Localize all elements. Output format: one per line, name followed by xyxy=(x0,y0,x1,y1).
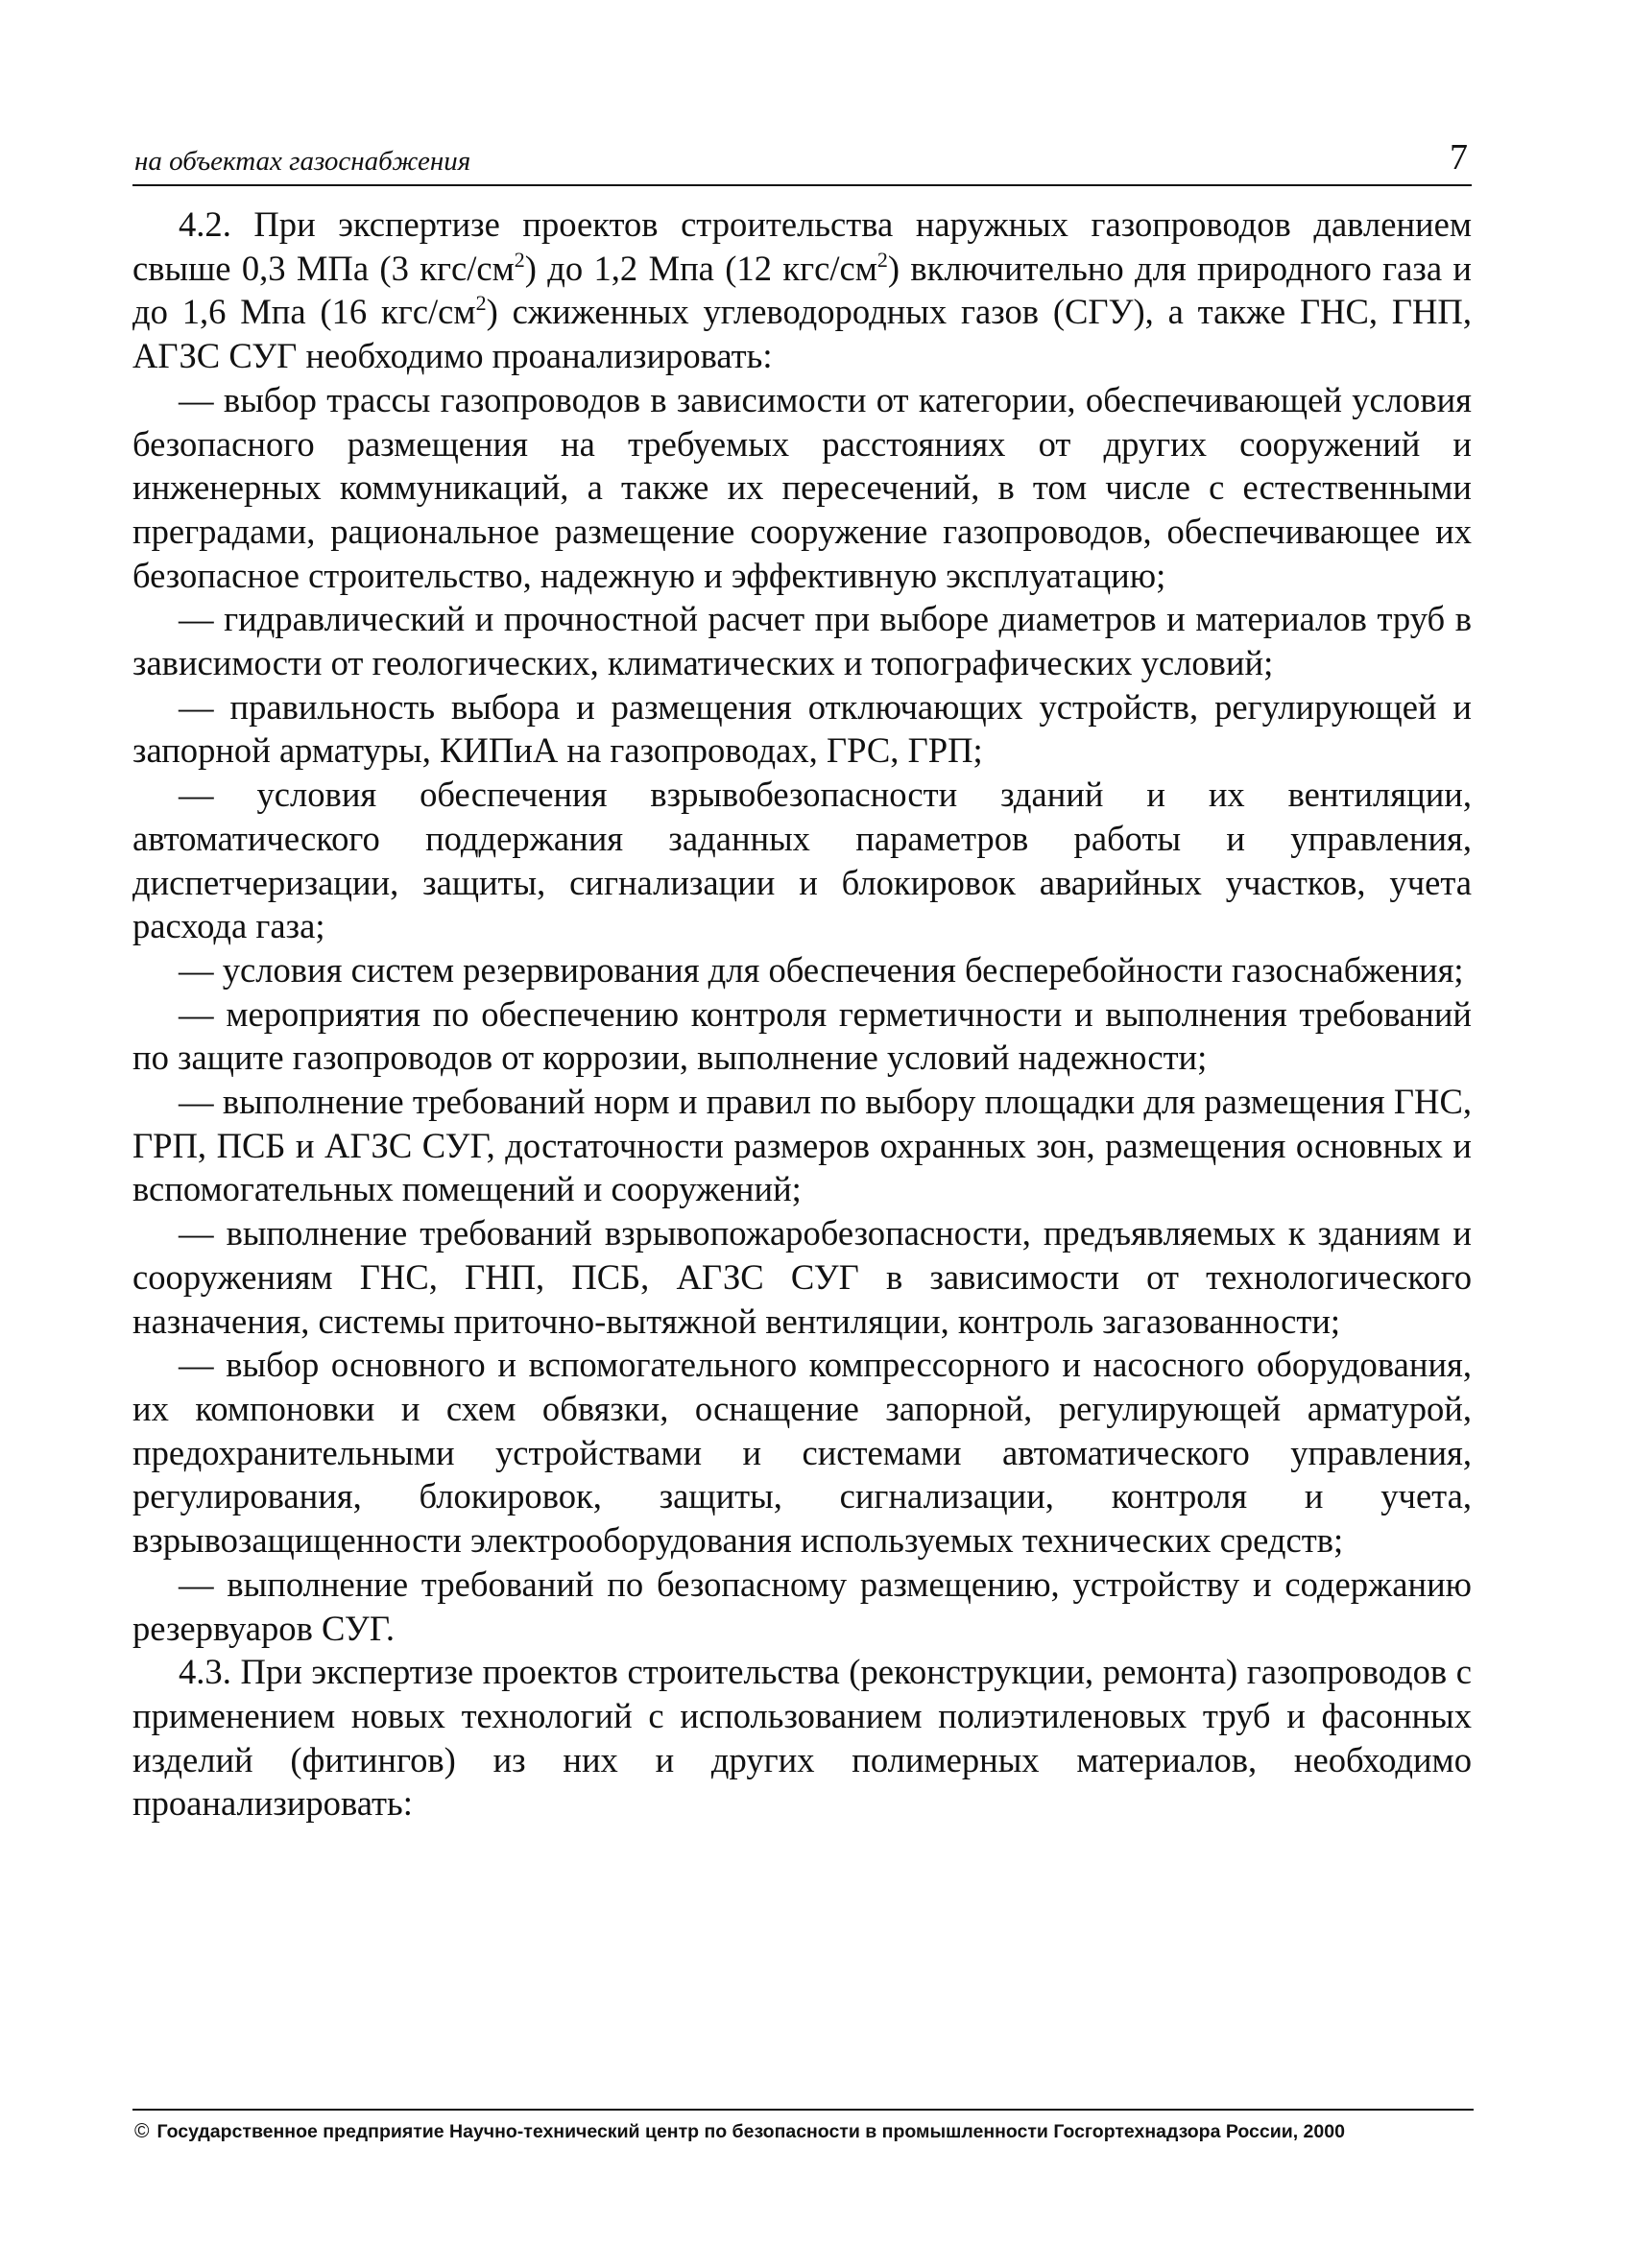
list-item: — условия обеспечения взрывобезопасности зданий и их вентиляции, автоматического поддержания заданных параметров работы и управления, диспетчеризации, защиты, сигнализации и блокировок аварийных участков, учета расхода газа; xyxy=(132,775,1472,946)
list-item: — выбор трассы газопроводов в зависимости от категории, обеспечивающей условия безопасного размещения на требуемых расстояниях от других сооружений и инженерных коммуникаций, а также их пересечений, в том числе с естественными преградами, рациональное размещение сооружение газопроводов, обеспечивающее их безопасное строительство, надежную и эффективную эксплуатацию; xyxy=(132,379,1472,595)
list-item: — выполнение требований норм и правил по выбору площадки для размещения ГНС, ГРП, ПСБ и АГЗС СУГ, достаточности размеров охранных зон, размещения основных и вспомогательных помещений и сооружений; xyxy=(132,1082,1472,1209)
list-item: — правильность выбора и размещения отключающих устройств, регулирующей и запорной арматуры, КИПиА на газопроводах, ГРС, ГРП; xyxy=(132,686,1472,771)
superscript: 2 xyxy=(475,291,487,316)
list-item: — выбор основного и вспомогательного компрессорного и насосного оборудования, их компоновки и схем обвязки, оснащение запорной, регулирующей арматурой, предохранительными устройствами и системами автоматического управления, регулирования, блокировок, защиты, сигнализации, контроля и учета, взрывозащищенности электрооборудования используемых технических средств; xyxy=(132,1345,1472,1561)
page-number: 7 xyxy=(1450,137,1468,178)
footer-text: Государственное предприятие Научно-технический центр по безопасности в промышленности Госгортехнадзора России, 2000 xyxy=(156,2121,1345,2142)
paragraph-text: 4.2. При экспертизе проектов строительства наружных газопроводов давлением свыше 0,3 МПа (3 кгс/см xyxy=(132,204,1472,288)
list-item: — выполнение требований взрывопожаробезопасности, предъявляемых к зданиям и сооружениям ГНС, ГНП, ПСБ, АГЗС СУГ в зависимости от технологического назначения, системы приточно-вытяжной вентиляции, контроль загазованности; xyxy=(132,1213,1472,1341)
list-item: — мероприятия по обеспечению контроля герметичности и выполнения требований по защите газопроводов от коррозии, выполнение условий надежности; xyxy=(132,993,1472,1078)
superscript: 2 xyxy=(876,247,888,272)
copyright-icon: © xyxy=(134,2120,150,2142)
paragraph-4-3: 4.3. При экспертизе проектов строительства (реконструкции, ремонта) газопроводов с применением новых технологий с использованием полиэтиленовых труб и фасонных изделий (фитингов) из них и других полимерных материалов, необходимо проанализировать: xyxy=(132,1652,1472,1824)
footer xyxy=(134,2120,1474,2143)
list-item: — условия систем резервирования для обеспечения бесперебойности газоснабжения; xyxy=(179,949,1464,990)
paragraph-text: ) до 1,2 Мпа (12 кгс/см xyxy=(524,248,877,288)
running-header xyxy=(132,138,1472,186)
superscript: 2 xyxy=(514,247,525,272)
paragraph-4-2 xyxy=(132,203,1472,378)
header-title: на объектах газоснабжения xyxy=(134,146,471,177)
paragraph-text: ) сжиженных углеводородных газов (СГУ), а также ГНС, ГНП, АГЗС СУГ необходимо проанализировать: xyxy=(132,292,1472,376)
list-item: — гидравлический и прочностной расчет при выборе диаметров и материалов труб в зависимости от геологических, климатических и топографических условий; xyxy=(132,599,1472,683)
list-item: — выполнение требований по безопасному размещению, устройству и содержанию резервуаров СУГ. xyxy=(132,1564,1472,1648)
paragraph-text: ) включительно для природного газа и до 1,6 Мпа (16 кгс/см xyxy=(132,248,1472,332)
body-text xyxy=(132,203,1472,1826)
footer-divider xyxy=(132,2109,1474,2111)
